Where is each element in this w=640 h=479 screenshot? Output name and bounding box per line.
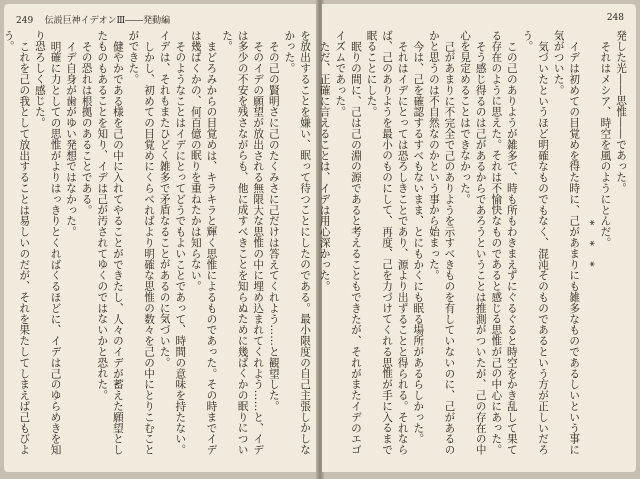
right-page-text bbox=[318, 30, 628, 462]
paragraph: 健やかである様を己の中に入れてやることができたし、人々のイデが蓄えた願望としたものもあることを知り、イデは己が汚されてゆくのではないかと恐れた。 bbox=[96, 30, 124, 455]
paragraph: イデは初めての目覚めを得た時に、己があまりにも雑多なものであるしいという事に気がついた。 bbox=[552, 30, 581, 455]
paragraph: これを己の我として放出することは易しいのだが、それを果たしてしまえば己もびよう。 bbox=[2, 30, 31, 455]
paragraph: それはイデにとっては恐ろしきことであり、源より出ずることと得られる。それならば、己のありようを最小のものにして、再度、己を力づけてくれる思惟が手に入るまで眠ることにした。 bbox=[365, 30, 409, 456]
left-page-number: 249 bbox=[16, 16, 34, 26]
section-break: * * * bbox=[583, 219, 596, 273]
right-page-number: 248 bbox=[606, 13, 624, 23]
paragraph: それはメシア、時空を風のようにとんだ。 bbox=[599, 40, 612, 248]
paragraph: 明確に力としての思惟がよりはっきりとくればくるほどに、イデは己のゆらめきを知り恐ろしく感じた。 bbox=[33, 30, 62, 455]
paragraph: そう感じ得るのは己があるからであろうということは推測がついたが、己の存在の中心を見定めることはできなかった。 bbox=[459, 30, 487, 455]
paragraph: まどろみからの目覚めは、キラキラと輝く思惟によるものであった。その時までイデは幾ばくかの、何百億の眠りを重ねたかは知らない。 bbox=[189, 30, 218, 455]
left-page-header bbox=[16, 13, 170, 26]
paragraph: しかし、初めての目覚めにくらべればより明確な思惟の数々を己の中にとりこむことができた。 bbox=[127, 30, 156, 455]
paragraph: イデ自身が歯がゆい発想ではなかった。 bbox=[65, 40, 78, 237]
paragraph: そのイデの願望が放出される無限大な思惟の中に埋め込まれてくれよう……と、イデは多少の不安を残さながらも、他に成すべきことを知らぬために幾ばくかの眠りについた。 bbox=[221, 30, 265, 456]
paragraph: 今は、己を確認するすべもないまま、とにもかくにも眠る場所があるらしかった。 bbox=[412, 40, 425, 444]
left-page bbox=[4, 4, 318, 472]
paragraph: この己のありようが雑多で、時も所もわきまえずにぐるぐると時空をかき乱して果てる存在のように思えた。それは不愉快なものであると感じる思惟が己の中心にあった。 bbox=[490, 30, 518, 456]
paragraph: を放出することを嫌い、眠って待つことにしたのである。最小限度の自己主張しかしなかった。 bbox=[283, 30, 311, 456]
paragraph: 発した光――思惟――であった。 bbox=[615, 30, 627, 194]
paragraph: その己の賢明さに己のたくみさに己だけは答えてくれよう……と観望した。 bbox=[267, 40, 280, 412]
paragraph: 己があまりに不完全で己のありようを示すべきものを有していないのに、己があるのかと思うのは不自然なのかという事から始まった。 bbox=[427, 30, 456, 455]
paragraph: その恐れは根拠のあることである。 bbox=[80, 40, 93, 215]
right-page bbox=[318, 4, 636, 472]
right-page-header bbox=[607, 13, 624, 23]
running-title: 伝説巨神イデオンⅢ――発動編 bbox=[44, 16, 171, 26]
paragraph: 眠りの間に、己は己の淵の源であると考えることもできたが、それがまたイデのエゴイズムであった。 bbox=[334, 30, 362, 455]
paragraph: 気づいたというほど明確なものでもなく、混沌そのものであるという方が正しいだろう。 bbox=[521, 30, 550, 455]
left-page-text bbox=[2, 30, 312, 462]
paragraph: ただ、正確に言えることは、イデは用心深かった。 bbox=[318, 40, 331, 292]
paragraph: そのようなことはイデにとってどうでもよいことであって、時間の意味を持たない。イデは、それもまたひどく雑多で矛盾なることがあるのに気づいた。 bbox=[158, 30, 187, 455]
